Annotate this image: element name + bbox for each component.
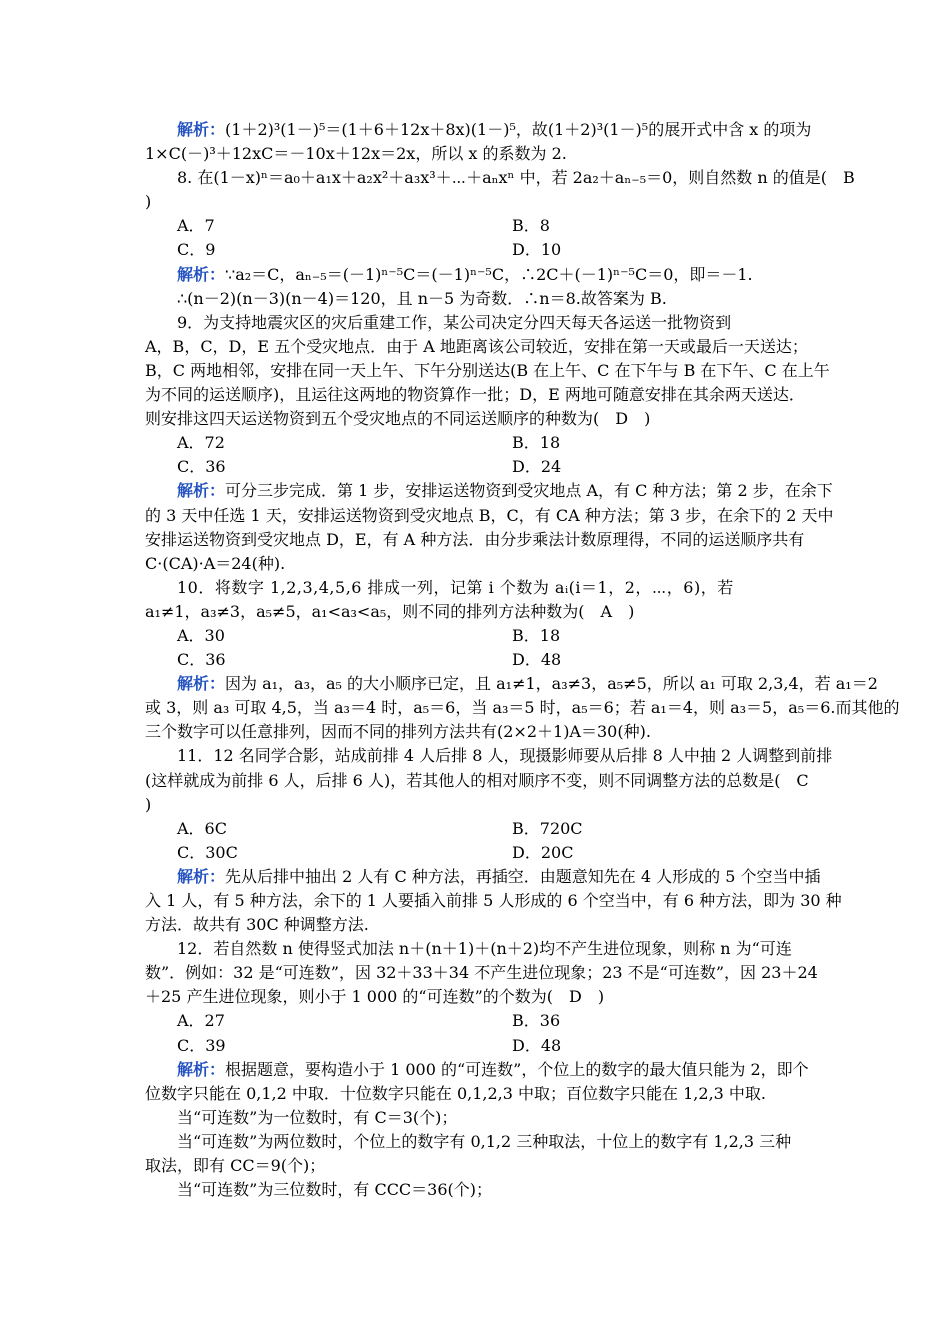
q10-options-row-1: [145, 624, 810, 648]
analysis-text: 先从后排中抽出 2 人有 C 种方法，再插空．由题意知先在 4 人形成的 5 个空当中插: [225, 866, 821, 886]
q10-stem-line-2: a₁≠1，a₃≠3，a₅≠5，a₁<a₃<a₅，则不同的排列方法种数为( A ): [145, 601, 635, 621]
option-c: C．36: [177, 650, 226, 670]
q12-analysis-line-1: [145, 1058, 810, 1082]
q12-paragraph-2-line-1: 当“可连数”为两位数时，个位上的数字有 0,1,2 三种取法，十位上的数字有 1,2,3 三种: [177, 1131, 792, 1151]
option-c: C．36: [177, 457, 226, 477]
q9-options-row-2: [145, 455, 810, 479]
q9-stem-line-2: A，B，C，D，E 五个受灾地点．由于 A 地距离该公司较近，安排在第一天或最后一天送达；: [145, 336, 808, 356]
q9-stem-line-4: 为不同的运送顺序)，且运往这两地的物资算作一批；D，E 两地可随意安排在其余两天送达．: [145, 385, 805, 405]
option-b: B．36: [512, 1011, 561, 1031]
q12-paragraph-1: 当“可连数”为一位数时，有 C＝3(个)；: [177, 1107, 458, 1127]
q12-stem-line-1: 12．若自然数 n 使得竖式加法 n＋(n＋1)＋(n＋2)均不产生进位现象，则称 n 为“可连: [177, 939, 792, 959]
q11-stem-line-1: 11．12 名同学合影，站成前排 4 人后排 8 人，现摄影师要从后排 8 人中抽 2 人调整到前排: [177, 746, 833, 766]
option-b: B．8: [512, 216, 550, 236]
q11-analysis-line-3: 方法．故共有 30C 种调整方法.: [145, 915, 369, 935]
q8-options-row-2: [145, 238, 810, 262]
option-d: D．20C: [512, 842, 574, 862]
q9-analysis-line-2: 的 3 天中任选 1 天，安排运送物资到受灾地点 B，C，有 CA 种方法；第 3 步，在余下的 2 天中: [145, 505, 834, 525]
q7-analysis-line-1: [145, 118, 810, 142]
q11-stem-line-3: ): [145, 794, 152, 814]
option-a: A．72: [177, 433, 225, 453]
q8-analysis-line-1: [145, 263, 810, 287]
q12-paragraph-2-line-2: 取法，即有 CC＝9(个)；: [145, 1156, 326, 1176]
q10-analysis-line-1: [145, 672, 878, 696]
option-c: C．30C: [177, 842, 238, 862]
q12-stem-line-3: ＋25 产生进位现象，则小于 1 000 的“可连数”的个数为( D ): [145, 987, 605, 1007]
analysis-label: 解析：: [177, 120, 226, 139]
q10-options-row-2: [145, 648, 810, 672]
q9-options-row-1: [145, 431, 810, 455]
option-d: D．48: [512, 650, 562, 670]
q11-analysis-line-1: [145, 865, 821, 889]
option-b: B．18: [512, 433, 561, 453]
analysis-text: 可分三步完成．第 1 步，安排运送物资到受灾地点 A，有 C 种方法；第 2 步，在余下: [225, 481, 833, 501]
q8-analysis-line-2: ∴(n－2)(n－3)(n－4)＝120，且 n－5 为奇数．∴n＝8.故答案为 B.: [177, 288, 667, 308]
analysis-label: 解析：: [177, 481, 226, 501]
option-b: B．720C: [512, 818, 583, 838]
analysis-text: (1＋2)³(1－)⁵＝(1＋6＋12x＋8x)(1－)⁵，故(1＋2)³(1－)⁵的展开式中含 x 的项为: [225, 120, 812, 139]
q9-analysis-line-4: C·(CA)·A＝24(种).: [145, 553, 286, 573]
q10-analysis-line-2: 或 3，则 a₃ 可取 4,5，当 a₃＝4 时，a₅＝6，当 a₃＝5 时，a₅＝6；若 a₁＝4，则 a₃＝5，a₅＝6.而其他的: [145, 698, 900, 718]
q8-options-row-1: [145, 214, 810, 238]
q7-analysis-line-2: 1×C(－)³＋12xC＝－10x＋12x＝2x，所以 x 的系数为 2.: [145, 144, 567, 164]
analysis-text: ∵a₂＝C，aₙ₋₅＝(－1)ⁿ⁻⁵C＝(－1)ⁿ⁻⁵C，∴2C＋(－1)ⁿ⁻⁵C＝0，即＝－1.: [225, 264, 753, 284]
q9-stem-line-3: B，C 两地相邻，安排在同一天上午、下午分别送达(B 在上午、C 在下午与 B 在下午、C 在上午: [145, 360, 830, 380]
analysis-label: 解析：: [177, 674, 226, 694]
option-a: A．6C: [177, 818, 227, 838]
analysis-label: 解析：: [177, 1059, 226, 1079]
option-c: C．39: [177, 1035, 226, 1055]
option-d: D．24: [512, 457, 562, 477]
option-b: B．18: [512, 625, 561, 645]
q10-analysis-line-3: 三个数字可以任意排列，因而不同的排列方法共有(2×2＋1)A＝30(种).: [145, 722, 651, 742]
q11-options-row-2: [145, 841, 810, 865]
option-d: D．48: [512, 1035, 562, 1055]
q11-analysis-line-2: 入 1 人，有 5 种方法，余下的 1 人要插入前排 5 人形成的 6 个空当中，有 6 种方法，即为 30 种: [145, 891, 842, 910]
q11-stem-line-2: (这样就成为前排 6 人，后排 6 人)，若其他人的相对顺序不变，则不同调整方法的总数是( C: [145, 770, 809, 790]
option-a: A．7: [177, 216, 215, 236]
option-a: A．27: [177, 1011, 225, 1031]
option-d: D．10: [512, 240, 562, 260]
option-c: C．9: [177, 240, 216, 260]
q11-options-row-1: [145, 817, 810, 841]
analysis-label: 解析：: [177, 866, 226, 886]
q12-paragraph-3: 当“可连数”为三位数时，有 CCC＝36(个)；: [177, 1180, 493, 1200]
document-page: [145, 118, 900, 1202]
option-a: A．30: [177, 625, 225, 645]
q12-options-row-1: [145, 1009, 810, 1033]
q9-stem-line-5: 则安排这四天运送物资到五个受灾地点的不同运送顺序的种数为( D ): [145, 409, 651, 429]
q9-stem-line-1: 9．为支持地震灾区的灾后重建工作，某公司决定分四天每天各运送一批物资到: [177, 312, 732, 332]
q12-analysis-line-2: 位数字只能在 0,1,2 中取．十位数字只能在 0,1,2,3 中取；百位数字只能在 1,2,3 中取.: [145, 1083, 767, 1103]
q9-analysis-line-3: 安排运送物资到受灾地点 D，E，有 A 种方法．由分步乘法计数原理得，不同的运送顺序共有: [145, 529, 805, 549]
q12-stem-line-2: 数”．例如：32 是“可连数”，因 32＋33＋34 不产生进位现象；23 不是“可连数”，因 23＋24: [145, 963, 818, 983]
q12-options-row-2: [145, 1034, 810, 1058]
analysis-text: 因为 a₁，a₃，a₅ 的大小顺序已定，且 a₁≠1，a₃≠3，a₅≠5，所以 a₁ 可取 2,3,4，若 a₁＝2: [225, 674, 878, 694]
q8-stem-line-1: 8. 在(1－x)ⁿ＝a₀＋a₁x＋a₂x²＋a₃x³＋⋯＋aₙxⁿ 中，若 2a₂＋aₙ₋₅＝0，则自然数 n 的值是( B: [177, 168, 855, 188]
analysis-label: 解析：: [177, 264, 226, 284]
q9-analysis-line-1: [145, 479, 833, 503]
q8-stem-line-2: ): [145, 192, 152, 212]
analysis-text: 根据题意，要构造小于 1 000 的“可连数”，个位上的数字的最大值只能为 2，即个: [225, 1059, 809, 1079]
q10-stem-line-1: 10．将数字 1,2,3,4,5,6 排成一列，记第 i 个数为 aᵢ(i＝1，2，⋯，6)，若: [177, 577, 734, 597]
